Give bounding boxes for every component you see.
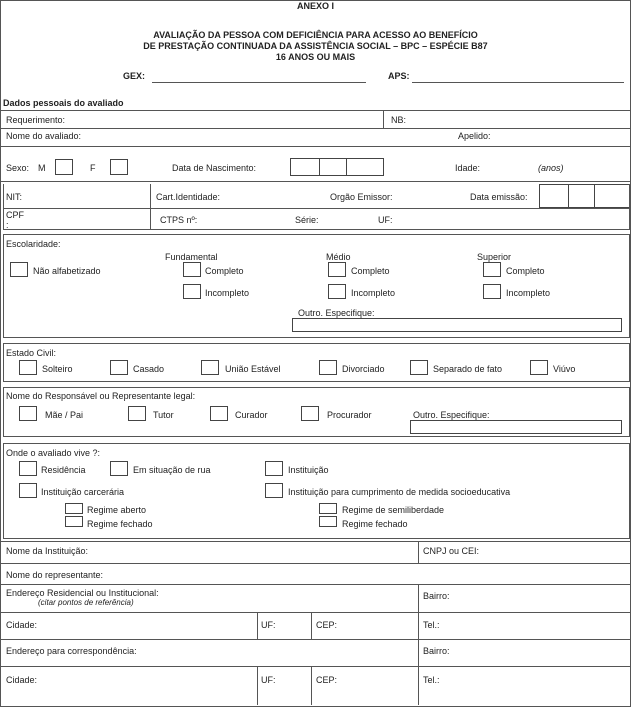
fundamental-incompleto-label: Incompleto bbox=[205, 288, 250, 298]
escolaridade-outro-field[interactable] bbox=[292, 318, 622, 332]
estado-civil-title: Estado Civil: bbox=[6, 348, 57, 358]
responsavel-outro-field[interactable] bbox=[410, 420, 622, 434]
medio-incompleto-checkbox[interactable] bbox=[328, 284, 346, 299]
viuvo-label: Viúvo bbox=[553, 364, 576, 374]
orgao-emissor-label: Orgão Emissor: bbox=[330, 192, 393, 202]
form-title-line3: 16 ANOS OU MAIS bbox=[275, 52, 356, 62]
superior-completo-label: Completo bbox=[506, 266, 545, 276]
casado-label: Casado bbox=[133, 364, 165, 374]
regime-fechado-label: Regime fechado bbox=[87, 519, 153, 529]
casado-checkbox[interactable] bbox=[110, 360, 128, 375]
nao-alfabetizado-checkbox[interactable] bbox=[10, 262, 28, 277]
escolaridade-outro-label: Outro. Especifique: bbox=[298, 308, 375, 318]
requerimento-label: Requerimento: bbox=[6, 115, 66, 125]
nit-label: NIT: bbox=[6, 192, 23, 202]
cpf-label: CPF bbox=[6, 210, 24, 220]
uniao-estavel-label: União Estável bbox=[225, 364, 281, 374]
bairro2-label: Bairro: bbox=[423, 646, 450, 656]
fundamental-completo-checkbox[interactable] bbox=[183, 262, 201, 277]
procurador-checkbox[interactable] bbox=[301, 406, 319, 421]
mae-pai-checkbox[interactable] bbox=[19, 406, 37, 421]
regime-aberto-checkbox[interactable] bbox=[65, 503, 83, 514]
nome-instituicao-label: Nome da Instituição: bbox=[6, 546, 89, 556]
bairro-label: Bairro: bbox=[423, 591, 450, 601]
medio-label: Médio bbox=[326, 252, 351, 262]
data-emissao-label: Data emissão: bbox=[470, 192, 528, 202]
form-title-line2: DE PRESTAÇÃO CONTINUADA DA ASSISTÊNCIA SOCIAL – BPC – ESPÉCIE B87 bbox=[143, 41, 488, 51]
instituicao-checkbox[interactable] bbox=[265, 461, 283, 476]
cep2-label: CEP: bbox=[316, 675, 338, 685]
pontos-referencia-label: (citar pontos de referência) bbox=[38, 598, 134, 607]
annex-label: ANEXO I bbox=[296, 1, 334, 11]
endereco-label: Endereço Residencial ou Institucional: bbox=[6, 588, 159, 598]
regime-aberto-label: Regime aberto bbox=[87, 505, 147, 515]
separado-checkbox[interactable] bbox=[410, 360, 428, 375]
procurador-label: Procurador bbox=[327, 410, 372, 420]
uf-label-bottom: UF: bbox=[261, 620, 276, 630]
curador-label: Curador bbox=[235, 410, 268, 420]
uf2-label: UF: bbox=[261, 675, 276, 685]
socioeducativa-label: Instituição para cumprimento de medida socioeducativa bbox=[288, 487, 511, 497]
superior-completo-checkbox[interactable] bbox=[483, 262, 501, 277]
form-title-line1: AVALIAÇÃO DA PESSOA COM DEFICIÊNCIA PARA ACESSO AO BENEFÍCIO bbox=[153, 30, 478, 40]
idade-label: Idade: bbox=[455, 163, 481, 173]
regime-semiliberdade-label: Regime de semiliberdade bbox=[342, 505, 445, 515]
cidade-label: Cidade: bbox=[6, 620, 38, 630]
solteiro-label: Solteiro bbox=[42, 364, 73, 374]
sexo-f-checkbox[interactable] bbox=[110, 159, 128, 175]
data-nascimento-month[interactable] bbox=[319, 158, 347, 176]
data-nascimento-label: Data de Nascimento: bbox=[172, 163, 257, 173]
nao-alfabetizado-label: Não alfabetizado bbox=[33, 266, 101, 276]
fundamental-completo-label: Completo bbox=[205, 266, 244, 276]
nb-label: NB: bbox=[391, 115, 407, 125]
socioeducativa-checkbox[interactable] bbox=[265, 483, 283, 498]
moradia-title: Onde o avaliado vive ?: bbox=[6, 448, 101, 458]
apelido-label: Apelido: bbox=[458, 131, 491, 141]
situacao-rua-checkbox[interactable] bbox=[110, 461, 128, 476]
residencia-label: Residência bbox=[41, 465, 86, 475]
carceraria-label: Instituição carcerária bbox=[41, 487, 125, 497]
sexo-label: Sexo: bbox=[6, 163, 30, 173]
regime-fechado2-checkbox[interactable] bbox=[319, 516, 337, 527]
instituicao-label: Instituição bbox=[288, 465, 329, 475]
cep-label: CEP: bbox=[316, 620, 338, 630]
medio-completo-checkbox[interactable] bbox=[328, 262, 346, 277]
superior-label: Superior bbox=[477, 252, 512, 262]
sexo-m-label: M bbox=[38, 163, 46, 173]
aps-field[interactable] bbox=[412, 82, 624, 83]
fundamental-label: Fundamental bbox=[165, 252, 218, 262]
situacao-rua-label: Em situação de rua bbox=[133, 465, 211, 475]
medio-incompleto-label: Incompleto bbox=[351, 288, 396, 298]
cpf-colon: : bbox=[6, 220, 9, 230]
solteiro-checkbox[interactable] bbox=[19, 360, 37, 375]
cidade2-label: Cidade: bbox=[6, 675, 38, 685]
anos-label: (anos) bbox=[538, 163, 564, 173]
responsavel-outro-label: Outro. Especifique: bbox=[413, 410, 490, 420]
sexo-f-label: F bbox=[90, 163, 96, 173]
nome-representante-label: Nome do representante: bbox=[6, 570, 104, 580]
ctps-label: CTPS nº: bbox=[160, 215, 198, 225]
cnpj-label: CNPJ ou CEI: bbox=[423, 546, 480, 556]
aps-label: APS: bbox=[388, 71, 410, 81]
tutor-checkbox[interactable] bbox=[128, 406, 146, 421]
gex-label: GEX: bbox=[123, 71, 146, 81]
separado-label: Separado de fato bbox=[433, 364, 503, 374]
tel2-label: Tel.: bbox=[423, 675, 440, 685]
cart-identidade-label: Cart.Identidade: bbox=[156, 192, 221, 202]
carceraria-checkbox[interactable] bbox=[19, 483, 37, 498]
nome-avaliado-label: Nome do avaliado: bbox=[6, 131, 82, 141]
superior-incompleto-label: Incompleto bbox=[506, 288, 551, 298]
tel-label: Tel.: bbox=[423, 620, 440, 630]
data-nascimento-day[interactable] bbox=[290, 158, 320, 176]
regime-semiliberdade-checkbox[interactable] bbox=[319, 503, 337, 514]
uniao-estavel-checkbox[interactable] bbox=[201, 360, 219, 375]
regime-fechado2-label: Regime fechado bbox=[342, 519, 408, 529]
mae-pai-label: Mãe / Pai bbox=[45, 410, 84, 420]
data-nascimento-year[interactable] bbox=[346, 158, 384, 176]
curador-checkbox[interactable] bbox=[210, 406, 228, 421]
section-dados-pessoais: Dados pessoais do avaliado bbox=[3, 98, 124, 108]
divorciado-checkbox[interactable] bbox=[319, 360, 337, 375]
viuvo-checkbox[interactable] bbox=[530, 360, 548, 375]
superior-incompleto-checkbox[interactable] bbox=[483, 284, 501, 299]
residencia-checkbox[interactable] bbox=[19, 461, 37, 476]
escolaridade-title: Escolaridade: bbox=[6, 239, 61, 249]
uf-label: UF: bbox=[378, 215, 393, 225]
tutor-label: Tutor bbox=[153, 410, 174, 420]
divorciado-label: Divorciado bbox=[342, 364, 385, 374]
endereco-corresp-label: Endereço para correspondência: bbox=[6, 646, 137, 656]
gex-field[interactable] bbox=[152, 82, 366, 83]
responsavel-title: Nome do Responsável ou Representante legal: bbox=[6, 391, 196, 401]
medio-completo-label: Completo bbox=[351, 266, 390, 276]
regime-fechado-checkbox[interactable] bbox=[65, 516, 83, 527]
sexo-m-checkbox[interactable] bbox=[55, 159, 73, 175]
serie-label: Série: bbox=[295, 215, 319, 225]
fundamental-incompleto-checkbox[interactable] bbox=[183, 284, 201, 299]
